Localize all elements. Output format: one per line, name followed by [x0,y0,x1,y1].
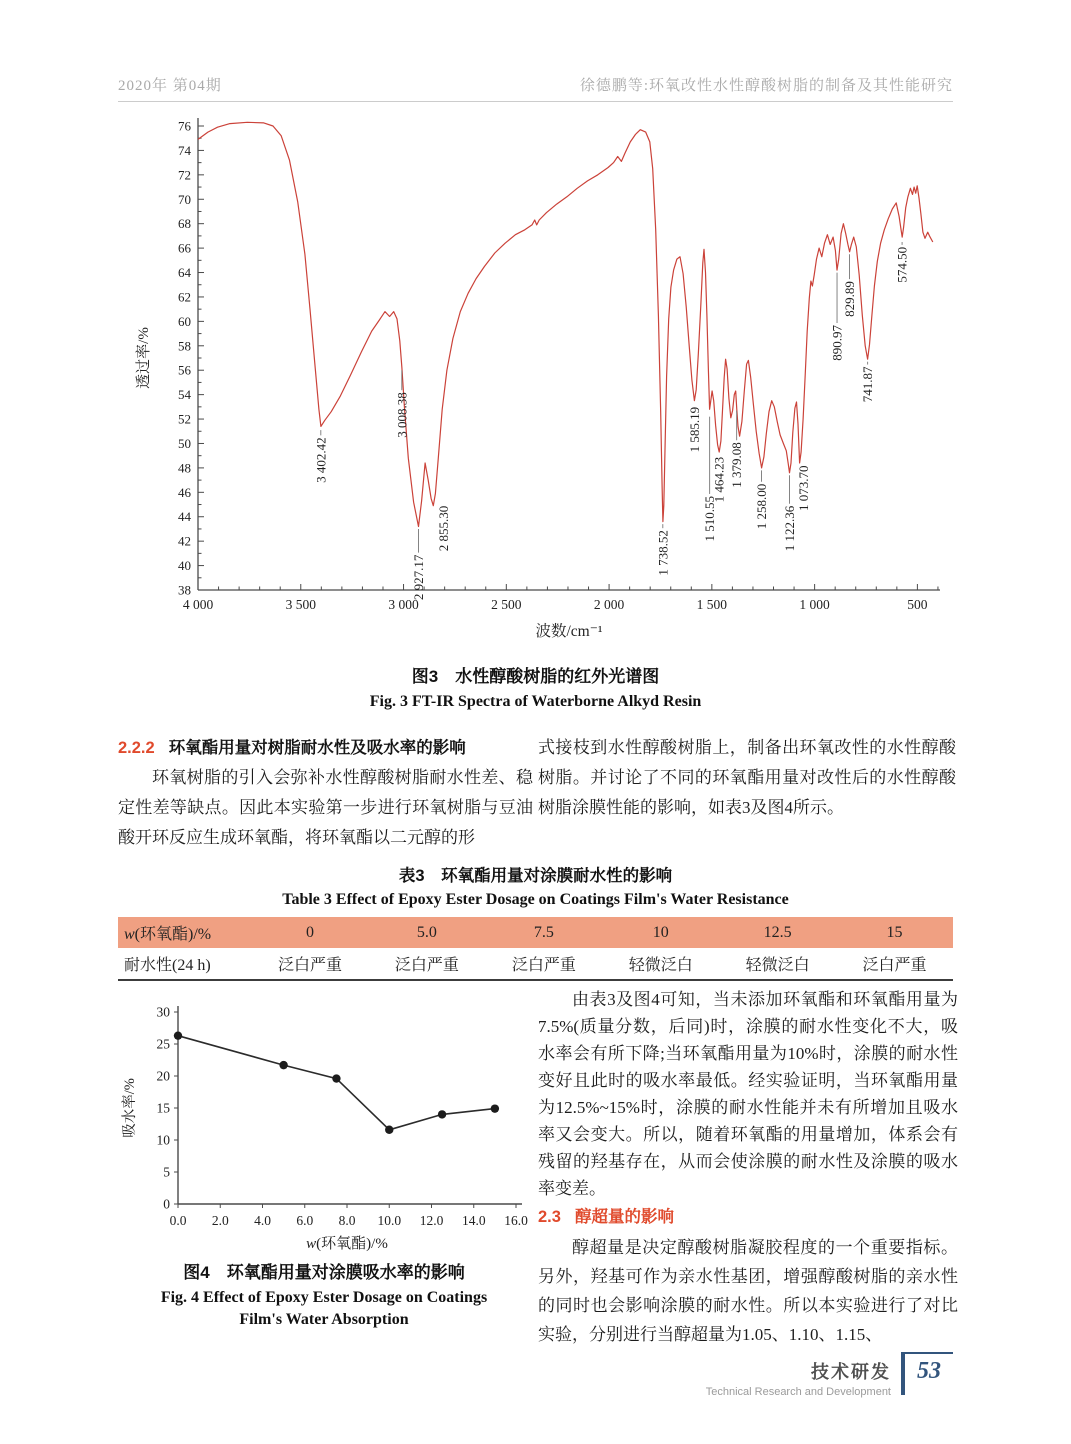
ftir-ylabel: 透过率/% [136,327,152,389]
footer-section-en: Technical Research and Development [705,1386,891,1398]
svg-text:1 258.00: 1 258.00 [754,483,770,530]
figure3-caption-en: Fig. 3 FT-IR Spectra of Waterborne Alkyd Resin [369,693,702,710]
svg-text:2 927.17: 2 927.17 [411,554,427,601]
ftir-curve [198,122,933,526]
svg-text:76: 76 [178,118,191,134]
svg-text:42: 42 [178,533,191,549]
svg-text:1 738.52: 1 738.52 [655,530,671,576]
header-running-title: 徐德鹏等:环氧改性水性醇酸树脂的制备及其性能研究 [579,78,953,94]
svg-text:70: 70 [178,191,191,207]
ftir-xlabel: 波数/cm⁻¹ [535,623,603,640]
section-2-2-2-title: 环氧酯用量对树脂耐水性及吸水率的影响 [168,739,466,757]
svg-text:58: 58 [178,338,191,354]
svg-text:1 510.55: 1 510.55 [702,495,718,542]
svg-text:10.0: 10.0 [377,1213,402,1228]
svg-text:16.0: 16.0 [504,1213,528,1228]
svg-text:44: 44 [178,509,191,525]
table-row-header [118,917,953,948]
fig4-data-point [174,1031,182,1039]
svg-text:3 500: 3 500 [285,597,316,612]
svg-text:4 000: 4 000 [182,597,214,612]
svg-text:1 464.23: 1 464.23 [711,456,727,503]
table-cell: 泛白严重 [252,948,369,980]
section-2-3-number: 2.3 [538,1208,561,1226]
svg-text:890.97: 890.97 [829,325,845,361]
svg-text:50: 50 [178,435,191,451]
svg-text:12.0: 12.0 [419,1213,444,1228]
table-cell: 泛白严重 [368,948,485,980]
svg-text:66: 66 [178,240,191,256]
section-2-3-title: 醇超量的影响 [574,1208,674,1226]
figure4-caption [118,1258,530,1331]
right-column-2 [538,986,958,1349]
svg-text:25: 25 [156,1036,170,1052]
svg-text:3 008.38: 3 008.38 [394,392,410,438]
table-cell: 0 [306,923,315,941]
table3-block [118,862,953,981]
svg-text:3 000: 3 000 [388,597,419,612]
water-absorption-chart [118,998,530,1254]
svg-text:5: 5 [163,1164,170,1180]
fig4-data-point [491,1104,499,1112]
section-2-3-heading [538,1202,958,1233]
svg-text:1 000: 1 000 [799,597,830,612]
table3-caption-en: Table 3 Effect of Epoxy Ester Dosage on Coatings Film's Water Resistance [282,891,789,908]
table-cell: 泛白严重 [836,948,953,980]
table-cell-label: 耐水性(24 h) [118,948,252,980]
table-cell: 12.5 [763,923,792,941]
paragraph-right-2: 由表3及图4可知，当未添加环氧酯和环氧酯用量为7.5%(质量分数，后同)时，涂膜的耐水性变化不大，吸水率会有所下降;当环氧酯用量为10%时，涂膜的耐水性变好且此时的吸水率最低。经实验证明，当环氧酯用量为12.5%~15%时，涂膜的耐水性能并未有所增加且吸水率又会变大。所以，随着环氧酯的用量增加，体系会有残留的羟基存在，从而会使涂膜的耐水性及涂膜的吸水率变差。 [538,990,958,1198]
svg-text:74: 74 [178,142,191,158]
svg-text:2 855.30: 2 855.30 [435,505,451,552]
svg-text:574.50: 574.50 [894,246,910,283]
footer-section-zh: 技术研发 [811,1362,891,1382]
svg-text:60: 60 [178,313,191,329]
fig4-data-point [385,1126,393,1134]
svg-text:2 500: 2 500 [491,597,522,612]
svg-text:3 402.42: 3 402.42 [313,437,329,483]
svg-text:10: 10 [156,1132,170,1148]
ftir-peak-labels [313,242,909,600]
svg-text:38: 38 [178,582,191,598]
figure4-caption-en: Fig. 4 Effect of Epoxy Ester Dosage on Coatings Film's Water Absorption [160,1289,488,1328]
section-2-2-2-number: 2.2.2 [118,739,155,757]
fig4-data-point [438,1110,446,1118]
svg-text:15: 15 [156,1100,170,1116]
svg-text:8.0: 8.0 [338,1213,356,1228]
fig4-axes [121,1005,528,1253]
fig4-data-point [279,1061,287,1069]
right-column [538,733,956,823]
table-cell: 泛白严重 [485,948,602,980]
svg-text:741.87: 741.87 [860,366,876,403]
svg-text:64: 64 [178,265,191,281]
svg-text:4.0: 4.0 [254,1213,271,1228]
svg-text:62: 62 [178,289,191,305]
table-cell-label: w(环氧酯)/% [124,926,212,943]
svg-text:1 122.36: 1 122.36 [781,505,797,552]
svg-text:6.0: 6.0 [296,1213,314,1228]
svg-text:2.0: 2.0 [211,1213,229,1228]
table-cell: 15 [886,923,903,941]
table3-caption-zh: 表3 环氧酯用量对涂膜耐水性的影响 [398,867,673,885]
svg-text:1 500: 1 500 [696,597,728,612]
svg-text:1 379.08: 1 379.08 [729,442,745,488]
svg-text:46: 46 [178,484,191,500]
svg-text:68: 68 [178,216,191,232]
svg-text:2 000: 2 000 [593,597,625,612]
page-header [118,74,953,95]
svg-text:1 073.70: 1 073.70 [795,465,811,511]
header-divider [118,101,953,102]
fig4-xlabel: w(环氧酯)/% [306,1236,388,1252]
table-cell: 轻微泛白 [602,948,719,980]
page-number-badge [901,1352,953,1395]
svg-text:72: 72 [178,167,191,183]
svg-text:1 585.19: 1 585.19 [686,406,702,453]
svg-text:56: 56 [178,362,191,378]
table-cell: 7.5 [533,923,554,941]
ftir-axes [135,118,940,640]
svg-text:48: 48 [178,460,191,476]
svg-text:0: 0 [163,1196,170,1212]
paragraph-left: 环氧树脂的引入会弥补水性醇酸树脂耐水性差、稳定性差等缺点。因此本实验第一步进行环氧树脂与豆油酸开环反应生成环氧酯，将环氧酯以二元醇的形 [118,768,533,847]
svg-text:52: 52 [178,411,191,427]
fig4-data-point [332,1074,340,1082]
svg-text:30: 30 [156,1004,170,1020]
table-cell: 5.0 [416,923,437,941]
table3 [118,917,953,981]
page-number: 53 [917,1358,941,1384]
section-2-2-2-heading [118,733,533,763]
paragraph-right: 式接枝到水性醇酸树脂上，制备出环氧改性的水性醇酸树脂。并讨论了不同的环氧酯用量对改性后的水性醇酸树脂涂膜性能的影响，如表3及图4所示。 [538,738,956,817]
table-row-data [118,948,953,980]
header-issue: 2020年 第04期 [118,78,222,94]
svg-text:14.0: 14.0 [461,1213,486,1228]
page-footer [118,1352,953,1398]
svg-text:20: 20 [156,1068,170,1084]
table-cell: 轻微泛白 [719,948,836,980]
svg-text:54: 54 [178,387,191,403]
svg-text:500: 500 [907,597,928,612]
footer-text [706,1352,891,1398]
figure4-caption-zh: 图4 环氧酯用量对涂膜吸水率的影响 [183,1263,465,1282]
paragraph-right-3: 醇超量是决定醇酸树脂凝胶程度的一个重要指标。另外，羟基可作为亲水性基团，增强醇酸树脂的亲水性的同时也会影响涂膜的耐水性。所以本实验进行了对比实验，分别进行当醇超量为1.05、1.10、1.15、 [538,1238,958,1344]
table-cell: 10 [652,923,669,941]
figure3-caption-zh: 图3 水性醇酸树脂的红外光谱图 [411,667,660,686]
svg-text:40: 40 [178,558,191,574]
svg-text:0.0: 0.0 [169,1213,187,1228]
fig4-ylabel: 吸水率/% [122,1078,138,1138]
ftir-spectrum-chart [118,110,953,658]
left-column [118,733,533,853]
figure3-caption [118,662,953,713]
svg-text:829.89: 829.89 [842,281,858,317]
